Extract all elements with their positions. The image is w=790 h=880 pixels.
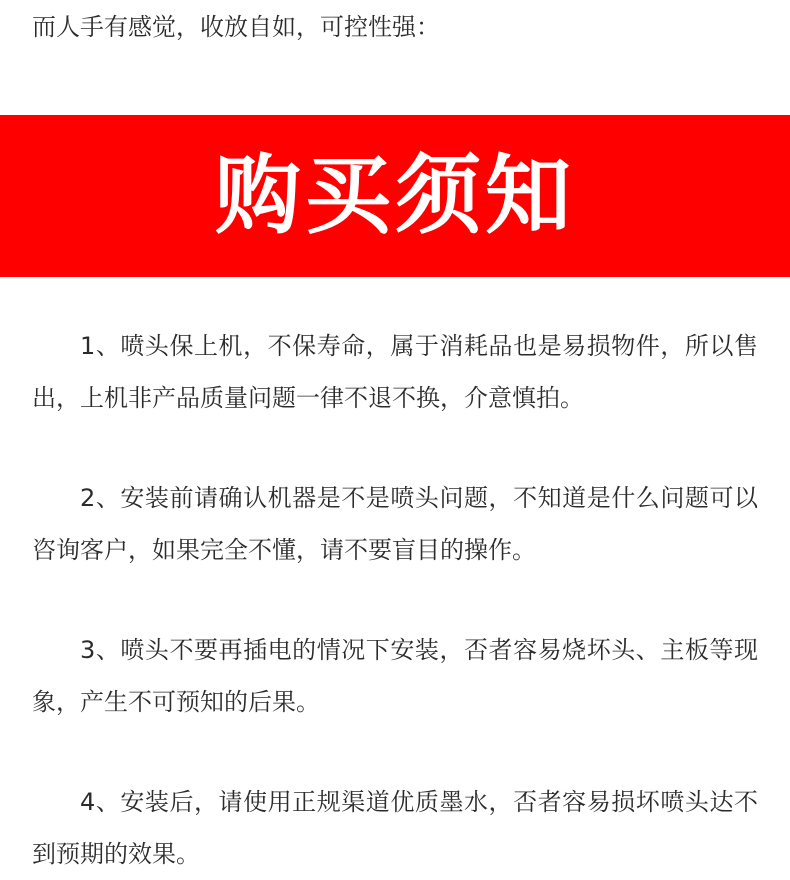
notice-item-1: 1、喷头保上机，不保寿命，属于消耗品也是易损物件，所以售出，上机非产品质量问题一律不退不换，介意慎拍。 <box>32 332 758 412</box>
purchase-notice-banner <box>0 115 790 277</box>
notice-item-2: 2、安装前请确认机器是不是喷头问题，不知道是什么问题可以咨询客户，如果完全不懂，请不要盲目的操作。 <box>32 484 758 564</box>
banner-title: 购买须知 <box>215 146 575 246</box>
intro-text: 而人手有感觉，收放自如，可控性强： <box>32 13 440 41</box>
notice-list <box>32 320 758 880</box>
notice-item-4: 4、安装后，请使用正规渠道优质墨水，否者容易损坏喷头达不到预期的效果。 <box>32 788 758 868</box>
notice-item-3: 3、喷头不要再插电的情况下安装，否者容易烧坏头、主板等现象，产生不可预知的后果。 <box>32 636 758 716</box>
